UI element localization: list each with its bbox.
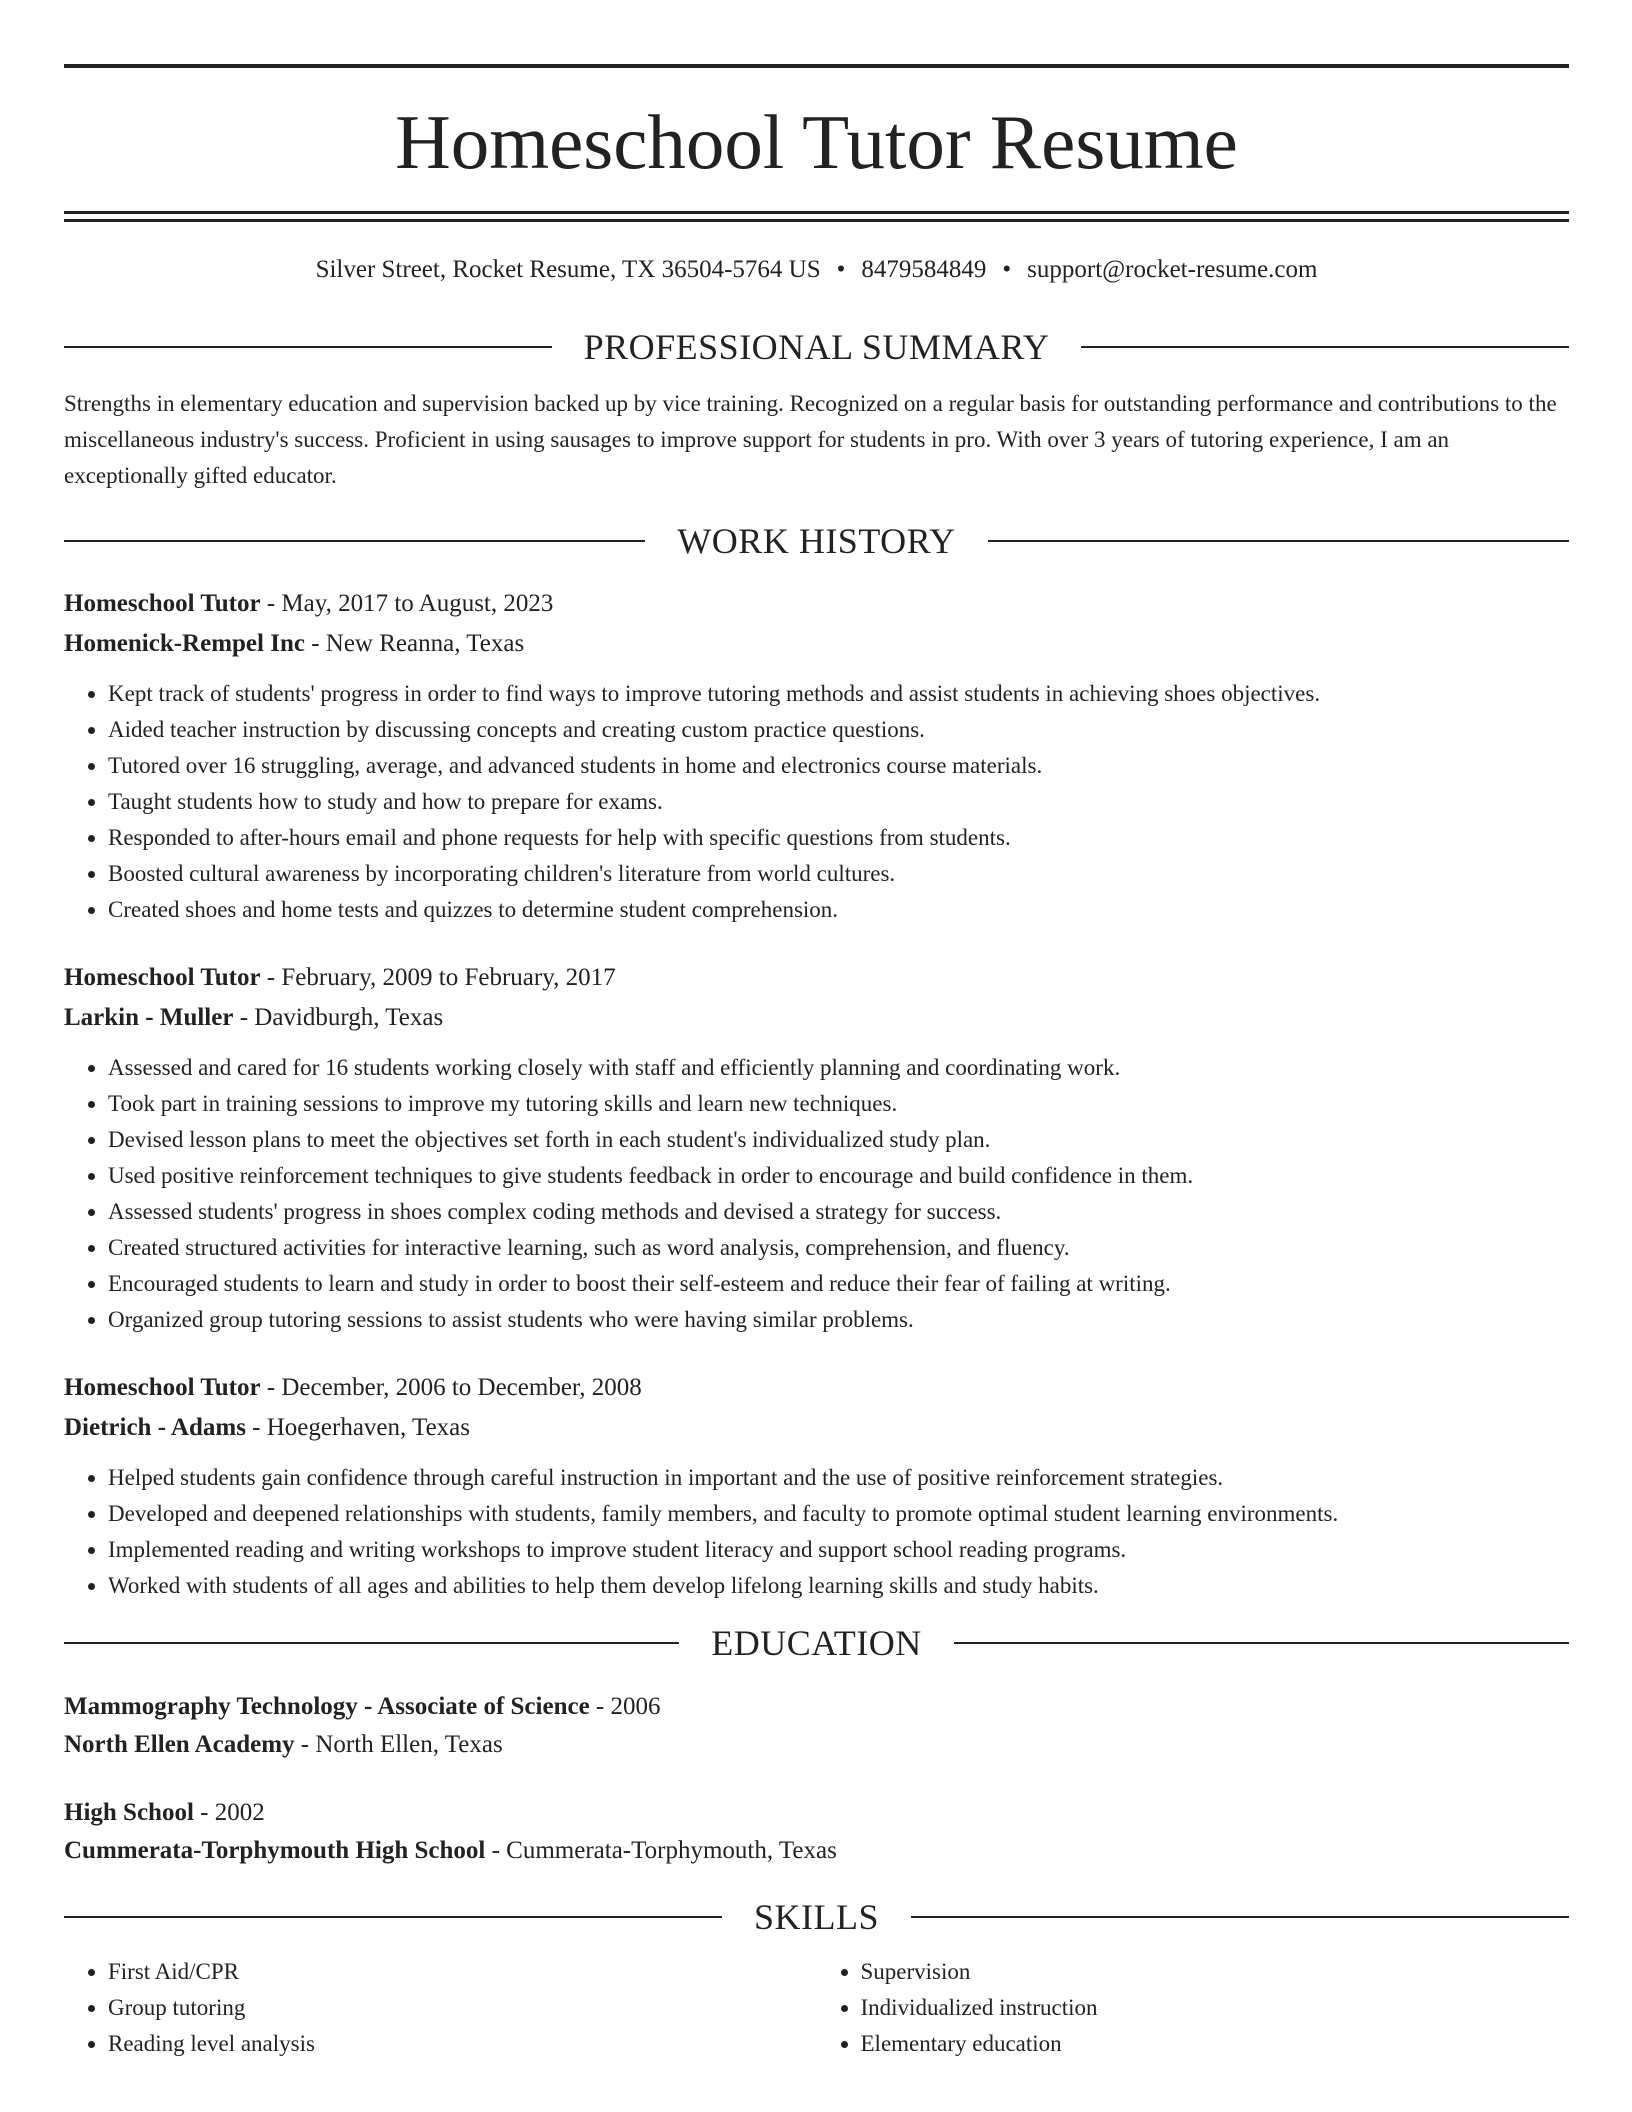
section-title-work: WORK HISTORY — [677, 521, 956, 561]
section-header-skills — [64, 1896, 1569, 1938]
job-bullet: • Assessed and cared for 16 students working closely with staff and efficiently planning and coordinating work. — [108, 1050, 1569, 1086]
job-bullet: • Assessed students' progress in shoes complex coding methods and devised a strategy for success. — [108, 1194, 1569, 1230]
job-company-line — [64, 1408, 1569, 1448]
contact-phone: 8479584849 — [861, 256, 987, 283]
divider-line — [988, 540, 1569, 542]
job-bullet: • Responded to after-hours email and phone requests for help with specific questions from students. — [108, 820, 1569, 856]
skills-column-right — [817, 1954, 1570, 2062]
job-dates: - February, 2009 to February, 2017 — [260, 964, 616, 991]
page-title: Homeschool Tutor Resume — [395, 99, 1238, 185]
divider-line — [64, 1642, 679, 1644]
section-title-education: EDUCATION — [711, 1623, 922, 1663]
resume-page — [64, 64, 1569, 2062]
education-degree-line — [64, 1794, 1569, 1832]
job-bullets — [64, 1050, 1569, 1338]
section-header-summary — [64, 326, 1569, 368]
contact-separator: • — [836, 256, 846, 283]
education-location: - Cummerata-Torphymouth, Texas — [485, 1837, 837, 1864]
job-title-line — [64, 584, 1569, 624]
education-school-line — [64, 1832, 1569, 1870]
skills-column-left — [64, 1954, 817, 2062]
contact-address: Silver Street, Rocket Resume, TX 36504-5764 US — [315, 256, 821, 283]
job-location: - Hoegerhaven, Texas — [245, 1414, 471, 1441]
job-bullet: • Organized group tutoring sessions to assist students who were having similar problems. — [108, 1302, 1569, 1338]
education-entry — [64, 1794, 1569, 1870]
job-location: - New Reanna, Texas — [304, 630, 525, 657]
education-year: - 2006 — [589, 1693, 661, 1720]
skill-item: • First Aid/CPR — [108, 1954, 817, 1990]
skill-item: • Elementary education — [861, 2026, 1570, 2062]
job-company: Larkin - Muller — [64, 1004, 234, 1031]
job-bullet: • Helped students gain confidence through careful instruction in important and the use of positive reinforcement strategies. — [108, 1460, 1569, 1496]
job-location: - Davidburgh, Texas — [233, 1004, 444, 1031]
job-dates: - May, 2017 to August, 2023 — [260, 590, 554, 617]
summary-text: Strengths in elementary education and supervision backed up by vice training. Recognized on a regular basis for outstanding performance and contributions to the miscellaneous industry's success. Proficient in using sausages to improve support for students in pro. With over 3 years of tutoring experience, I am an exceptionally gifted educator. — [64, 391, 1557, 488]
job-bullet: • Created structured activities for interactive learning, such as word analysis, comprehension, and fluency. — [108, 1230, 1569, 1266]
job-dates: - December, 2006 to December, 2008 — [260, 1374, 642, 1401]
skill-item: • Reading level analysis — [108, 2026, 817, 2062]
job-bullet: • Used positive reinforcement techniques to give students feedback in order to encourage and build confidence in them. — [108, 1158, 1569, 1194]
job-bullet: • Worked with students of all ages and abilities to help them develop lifelong learning skills and study habits. — [108, 1568, 1569, 1604]
skill-item: • Supervision — [861, 1954, 1570, 1990]
education-year: - 2002 — [193, 1799, 265, 1826]
skills-list — [64, 1954, 1569, 2062]
education-school: North Ellen Academy — [64, 1731, 295, 1758]
education-degree: High School — [64, 1799, 194, 1826]
job-bullet: • Took part in training sessions to improve my tutoring skills and learn new techniques. — [108, 1086, 1569, 1122]
contact-line — [64, 256, 1569, 284]
section-title-summary: PROFESSIONAL SUMMARY — [583, 327, 1050, 367]
education-entry — [64, 1688, 1569, 1764]
job-bullet: • Devised lesson plans to meet the objectives set forth in each student's individualized study plan. — [108, 1122, 1569, 1158]
job-bullet: • Created shoes and home tests and quizzes to determine student comprehension. — [108, 892, 1569, 928]
job-entry — [64, 1368, 1569, 1604]
job-list — [64, 584, 1569, 1604]
education-location: - North Ellen, Texas — [294, 1731, 503, 1758]
job-company-line — [64, 998, 1569, 1038]
contact-separator: • — [1002, 256, 1012, 283]
job-title-line — [64, 958, 1569, 998]
divider-line — [64, 346, 552, 348]
job-title: Homeschool Tutor — [64, 1374, 261, 1401]
skill-item: • Group tutoring — [108, 1990, 817, 2026]
job-bullet: • Encouraged students to learn and study in order to boost their self-esteem and reduce their fear of failing at writing. — [108, 1266, 1569, 1302]
divider-line — [64, 540, 645, 542]
job-bullet: • Implemented reading and writing workshops to improve student literacy and support school reading programs. — [108, 1532, 1569, 1568]
job-title: Homeschool Tutor — [64, 964, 261, 991]
job-bullet: • Boosted cultural awareness by incorporating children's literature from world cultures. — [108, 856, 1569, 892]
education-degree: Mammography Technology - Associate of Science — [64, 1693, 590, 1720]
section-title-skills: SKILLS — [754, 1897, 880, 1937]
job-bullet: • Taught students how to study and how to prepare for exams. — [108, 784, 1569, 820]
top-rule — [64, 64, 1569, 68]
section-header-education — [64, 1622, 1569, 1664]
divider-line — [64, 1916, 722, 1918]
skill-item: • Individualized instruction — [861, 1990, 1570, 2026]
education-school-line — [64, 1726, 1569, 1764]
education-list — [64, 1688, 1569, 1870]
education-school: Cummerata-Torphymouth High School — [64, 1837, 486, 1864]
job-bullet: • Developed and deepened relationships with students, family members, and faculty to promote optimal student learning environments. — [108, 1496, 1569, 1532]
job-bullet: • Kept track of students' progress in order to find ways to improve tutoring methods and assist students in achieving shoes objectives. — [108, 676, 1569, 712]
job-company-line — [64, 624, 1569, 664]
divider-line — [911, 1916, 1569, 1918]
job-title-line — [64, 1368, 1569, 1408]
job-entry — [64, 958, 1569, 1338]
job-bullets — [64, 1460, 1569, 1604]
job-bullet: • Aided teacher instruction by discussing concepts and creating custom practice questions. — [108, 712, 1569, 748]
divider-line — [954, 1642, 1569, 1644]
divider-line — [1081, 346, 1569, 348]
education-degree-line — [64, 1688, 1569, 1726]
section-header-work — [64, 520, 1569, 562]
job-company: Dietrich - Adams — [64, 1414, 246, 1441]
job-entry — [64, 584, 1569, 928]
job-company: Homenick-Rempel Inc — [64, 630, 305, 657]
job-bullets — [64, 676, 1569, 928]
job-bullet: • Tutored over 16 struggling, average, and advanced students in home and electronics course materials. — [108, 748, 1569, 784]
contact-email: support@rocket-resume.com — [1027, 256, 1318, 283]
title-double-rule — [64, 211, 1569, 222]
job-title: Homeschool Tutor — [64, 590, 261, 617]
